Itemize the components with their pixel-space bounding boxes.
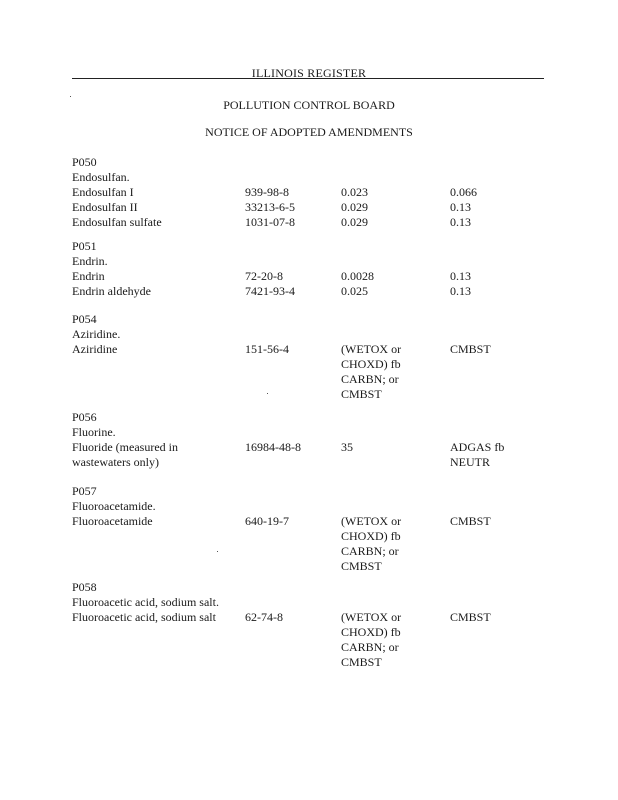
constituent-name-line: Endosulfan II xyxy=(72,200,138,214)
wastewater-standard xyxy=(341,284,441,299)
waste-code-section xyxy=(72,312,552,402)
cas-number-line: 151-56-4 xyxy=(245,342,289,356)
cas-number xyxy=(245,215,335,230)
constituent-name xyxy=(72,284,237,299)
wastewater-standard-line: (WETOX or xyxy=(341,610,402,624)
waste-code: P057 xyxy=(72,484,97,498)
wastewater-standard-line: (WETOX or xyxy=(341,514,402,528)
constituent-group: Fluoroacetamide. xyxy=(72,499,156,513)
nonwastewater-standard xyxy=(450,215,550,230)
nonwastewater-standard-line: NEUTR xyxy=(450,455,490,469)
wastewater-standard xyxy=(341,514,441,574)
waste-code-section xyxy=(72,484,552,574)
waste-code: P058 xyxy=(72,580,97,594)
constituent-name-line: Fluoroacetic acid, sodium salt xyxy=(72,610,216,624)
nonwastewater-standard xyxy=(450,284,550,299)
table-row xyxy=(72,440,552,470)
wastewater-standard xyxy=(341,342,441,402)
nonwastewater-standard xyxy=(450,514,550,529)
wastewater-standard-line: 0.023 xyxy=(341,185,368,199)
table-row xyxy=(72,185,552,200)
cas-number-line: 1031-07-8 xyxy=(245,215,295,229)
scan-speck xyxy=(70,96,71,97)
wastewater-standard-line: CMBST xyxy=(341,655,382,669)
nonwastewater-standard-line: 0.066 xyxy=(450,185,477,199)
notice-title: NOTICE OF ADOPTED AMENDMENTS xyxy=(205,125,413,139)
constituent-name xyxy=(72,215,237,230)
wastewater-standard-line: CARBN; or xyxy=(341,640,399,654)
constituent-group: Endosulfan. xyxy=(72,170,130,184)
table-row xyxy=(72,200,552,215)
wastewater-standard-line: 0.025 xyxy=(341,284,368,298)
cas-number-line: 640-19-7 xyxy=(245,514,289,528)
waste-code-section xyxy=(72,410,552,470)
constituent-name-line: Aziridine xyxy=(72,342,118,356)
wastewater-standard-line: CHOXD) fb xyxy=(341,529,401,543)
wastewater-standard xyxy=(341,200,441,215)
nonwastewater-standard-line: CMBST xyxy=(450,514,491,528)
cas-number-line: 72-20-8 xyxy=(245,269,283,283)
waste-code: P051 xyxy=(72,239,97,253)
constituent-group: Aziridine. xyxy=(72,327,121,341)
cas-number xyxy=(245,185,335,200)
wastewater-standard-line: CMBST xyxy=(341,559,382,573)
table-row xyxy=(72,215,552,230)
wastewater-standard xyxy=(341,610,441,670)
constituent-name-line: Fluoroacetamide xyxy=(72,514,153,528)
wastewater-standard-line: CHOXD) fb xyxy=(341,357,401,371)
nonwastewater-standard-line: CMBST xyxy=(450,342,491,356)
nonwastewater-standard-line: 0.13 xyxy=(450,269,471,283)
cas-number xyxy=(245,514,335,529)
constituent-group: Fluoroacetic acid, sodium salt. xyxy=(72,595,219,609)
constituent-name-line: Endrin xyxy=(72,269,105,283)
waste-code-section xyxy=(72,580,552,670)
nonwastewater-standard xyxy=(450,269,550,284)
header-title: ILLINOIS REGISTER xyxy=(251,66,367,80)
constituent-name-line: Endosulfan I xyxy=(72,185,134,199)
constituent-name xyxy=(72,440,237,470)
wastewater-standard-line: CHOXD) fb xyxy=(341,625,401,639)
table-row xyxy=(72,342,552,402)
wastewater-standard-line: CARBN; or xyxy=(341,372,399,386)
wastewater-standard-line: 0.029 xyxy=(341,200,368,214)
waste-code-section xyxy=(72,239,552,299)
cas-number-line: 16984-48-8 xyxy=(245,440,301,454)
wastewater-standard-line: 0.029 xyxy=(341,215,368,229)
wastewater-standard-line: 0.0028 xyxy=(341,269,374,283)
wastewater-standard xyxy=(341,215,441,230)
constituent-group: Endrin. xyxy=(72,254,108,268)
cas-number-line: 7421-93-4 xyxy=(245,284,295,298)
constituent-name xyxy=(72,185,237,200)
table-row xyxy=(72,610,552,670)
constituent-name xyxy=(72,269,237,284)
waste-code: P050 xyxy=(72,155,97,169)
nonwastewater-standard-line: 0.13 xyxy=(450,284,471,298)
constituent-name xyxy=(72,610,237,625)
wastewater-standard xyxy=(341,185,441,200)
nonwastewater-standard xyxy=(450,610,550,625)
table-row xyxy=(72,269,552,284)
nonwastewater-standard-line: 0.13 xyxy=(450,200,471,214)
constituent-name-line: wastewaters only) xyxy=(72,455,159,469)
constituent-name-line: Endosulfan sulfate xyxy=(72,215,162,229)
constituent-name-line: Endrin aldehyde xyxy=(72,284,151,298)
constituent-name-line: Fluoride (measured in xyxy=(72,440,178,454)
wastewater-standard-line: CMBST xyxy=(341,387,382,401)
nonwastewater-standard-line: 0.13 xyxy=(450,215,471,229)
nonwastewater-standard-line: ADGAS fb xyxy=(450,440,505,454)
wastewater-standard xyxy=(341,269,441,284)
nonwastewater-standard xyxy=(450,342,550,357)
cas-number xyxy=(245,284,335,299)
waste-code: P054 xyxy=(72,312,97,326)
constituent-group: Fluorine. xyxy=(72,425,116,439)
cas-number xyxy=(245,440,335,455)
header-rule xyxy=(72,78,544,79)
table-row xyxy=(72,284,552,299)
constituent-name xyxy=(72,342,237,357)
waste-code: P056 xyxy=(72,410,97,424)
nonwastewater-standard xyxy=(450,200,550,215)
waste-code-section xyxy=(72,155,552,230)
wastewater-standard-line: (WETOX or xyxy=(341,342,402,356)
board-name: POLLUTION CONTROL BOARD xyxy=(223,98,395,112)
nonwastewater-standard xyxy=(450,440,550,470)
nonwastewater-standard xyxy=(450,185,550,200)
constituent-name xyxy=(72,200,237,215)
wastewater-standard-line: CARBN; or xyxy=(341,544,399,558)
cas-number xyxy=(245,342,335,357)
cas-number xyxy=(245,269,335,284)
cas-number-line: 62-74-8 xyxy=(245,610,283,624)
cas-number-line: 939-98-8 xyxy=(245,185,289,199)
table-row xyxy=(72,514,552,574)
nonwastewater-standard-line: CMBST xyxy=(450,610,491,624)
cas-number xyxy=(245,200,335,215)
constituent-name xyxy=(72,514,237,529)
wastewater-standard xyxy=(341,440,441,455)
wastewater-standard-line: 35 xyxy=(341,440,353,454)
cas-number-line: 33213-6-5 xyxy=(245,200,295,214)
cas-number xyxy=(245,610,335,625)
